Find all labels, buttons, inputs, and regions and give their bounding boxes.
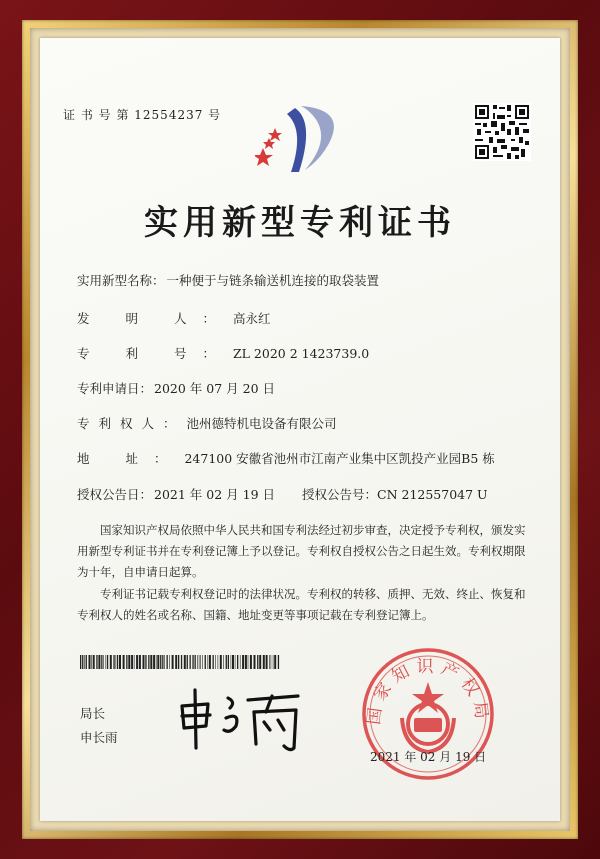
seal-date: 2021 年 02 月 19 日 xyxy=(370,750,487,764)
address-label: 地 址： xyxy=(77,451,183,466)
patentee-row xyxy=(77,414,337,432)
certificate-number-label: 证 书 号 第 xyxy=(63,108,130,122)
utility-model-name-row xyxy=(77,271,379,289)
inventor-row xyxy=(77,309,270,327)
barcode-icon xyxy=(80,655,280,669)
address-value: 247100 安徽省池州市江南产业集中区凯投产业园B5 栋 xyxy=(184,451,495,466)
patent-number-value: ZL 2020 2 1423739.0 xyxy=(232,346,370,361)
grant-date-row xyxy=(77,485,275,503)
filing-date-row xyxy=(77,379,275,397)
address-row xyxy=(77,449,495,467)
grant-number-value: CN 212557047 U xyxy=(377,487,488,502)
grant-date-label: 授权公告日： xyxy=(77,487,153,502)
director-name: 申长雨 xyxy=(80,730,118,745)
legal-status-paragraph: 专利证书记载专利权登记时的法律状况。专利权的转移、质押、无效、终止、恢复和专利权人的姓名或名称、国籍、地址变更等事项记载在专利登记簿上。 xyxy=(77,587,526,622)
patent-number-label: 专 利 号： xyxy=(77,346,231,361)
filing-date-label: 专利申请日： xyxy=(77,381,153,396)
grant-number-label: 授权公告号： xyxy=(302,487,378,502)
patent-number-row xyxy=(77,344,369,362)
inventor-label: 发 明 人： xyxy=(77,311,231,326)
filing-date-value: 2020 年 07 月 20 日 xyxy=(154,381,276,396)
certificate-number xyxy=(63,106,221,123)
grant-date-value: 2021 年 02 月 19 日 xyxy=(154,487,276,502)
director-title: 局长 xyxy=(80,706,106,721)
grant-statement-paragraph: 国家知识产权局依照中华人民共和国专利法经过初步审查，决定授予专利权，颁发实用新型专利证书并在专利登记簿上予以登记。专利权自授权公告之日起生效。专利权期限为十年，自申请日起算。 xyxy=(77,523,526,579)
inventor-value: 高永红 xyxy=(232,311,271,326)
grant-number-row xyxy=(302,485,488,503)
patentee-label: 专利权人： xyxy=(77,416,185,431)
certificate-number-value: 12554237 号 xyxy=(134,108,222,122)
director-signature-icon xyxy=(170,678,310,758)
qr-code-icon xyxy=(473,103,531,161)
utility-model-name-label: 实用新型名称： xyxy=(77,273,165,288)
patentee-value: 池州德特机电设备有限公司 xyxy=(186,416,337,431)
seal-text: 国家知识产权局 xyxy=(364,657,492,726)
cnipa-logo-icon xyxy=(255,100,351,180)
utility-model-name-value: 一种便于与链条输送机连接的取袋装置 xyxy=(166,273,380,288)
certificate-title: 实用新型专利证书 xyxy=(144,203,456,243)
